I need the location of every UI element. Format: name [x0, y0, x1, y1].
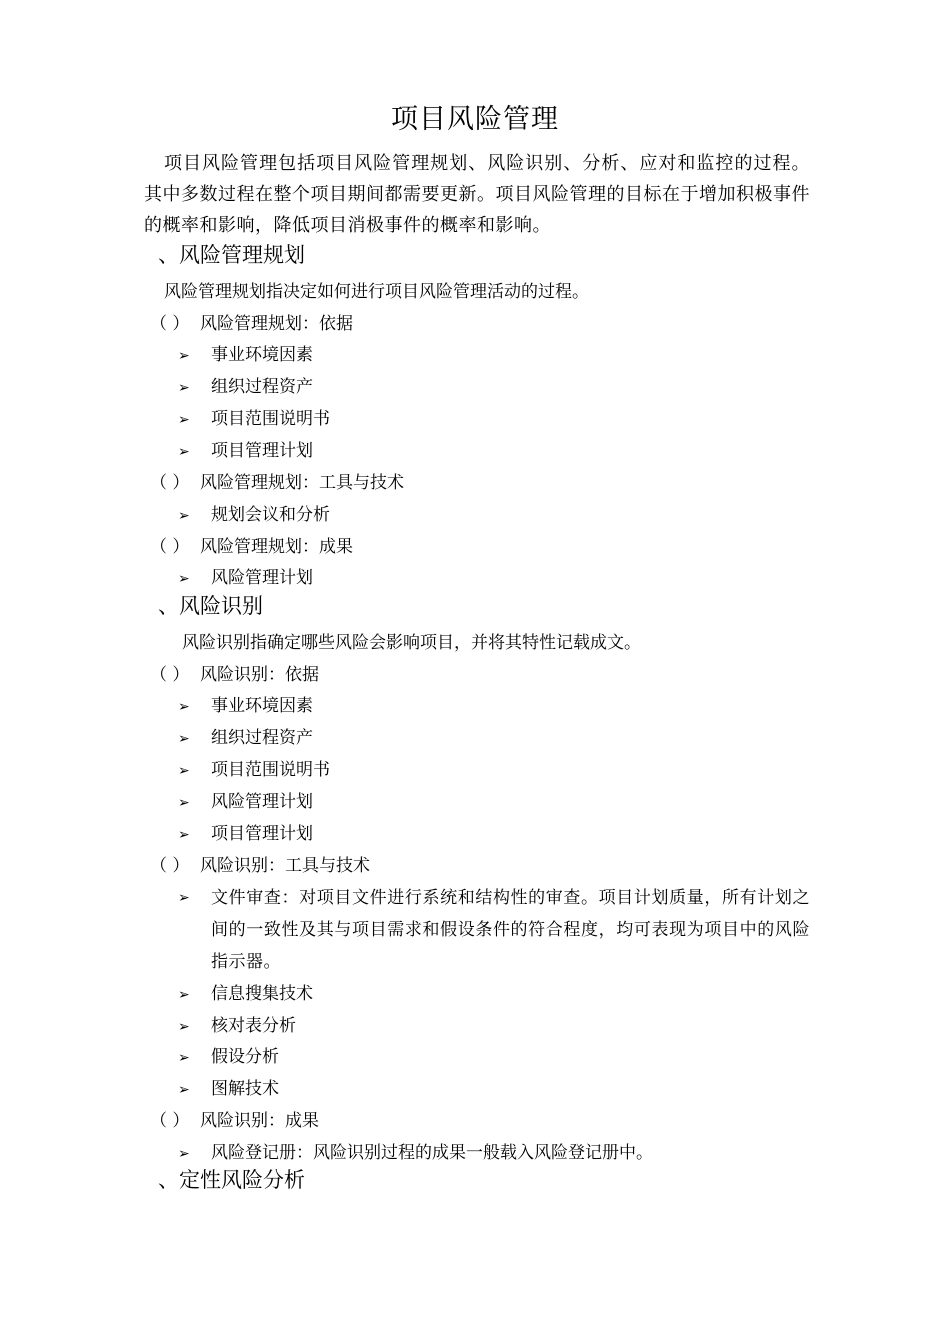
arrow-bullet-icon: ➢: [178, 890, 190, 906]
list-item: [178, 339, 313, 372]
subheading-label: 风险管理规划：工具与技术: [200, 473, 404, 493]
list-item-text: 风险管理计划: [211, 568, 313, 588]
subheading-planning-tools: [150, 467, 404, 499]
list-item-text: 项目范围说明书: [211, 760, 330, 780]
list-item-text: 风险管理计划: [211, 792, 313, 812]
subheading-label: 风险管理规划：依据: [200, 314, 353, 334]
list-item-text: 事业环境因素: [211, 696, 313, 716]
section-heading-qualitative-analysis: 、定性风险分析: [158, 1168, 305, 1192]
paren-marker: （ ）: [150, 473, 190, 493]
subheading-label: 风险识别：成果: [200, 1111, 319, 1131]
arrow-bullet-icon: ➢: [178, 699, 190, 715]
list-item: [178, 882, 810, 978]
paren-marker: （ ）: [150, 856, 190, 876]
list-item: [178, 786, 313, 819]
list-item-text: 项目管理计划: [211, 441, 313, 461]
list-item-text: 规划会议和分析: [211, 505, 330, 525]
paren-marker: （ ）: [150, 537, 190, 557]
arrow-bullet-icon: ➢: [178, 508, 190, 524]
list-item: [178, 371, 313, 404]
arrow-bullet-icon: ➢: [178, 1082, 190, 1098]
list-item-text: 风险登记册：风险识别过程的成果一般载入风险登记册中。: [211, 1143, 653, 1163]
subheading-planning-outputs: [150, 531, 353, 563]
list-item-text: 核对表分析: [211, 1016, 296, 1036]
arrow-bullet-icon: ➢: [178, 1019, 190, 1035]
section-description-risk-identification: 风险识别指确定哪些风险会影响项目，并将其特性记载成文。: [182, 633, 641, 653]
list-item-text: 组织过程资产: [211, 377, 313, 397]
list-item: [178, 499, 330, 532]
list-item-text: 事业环境因素: [211, 345, 313, 365]
paren-marker: （ ）: [150, 1111, 190, 1131]
arrow-bullet-icon: ➢: [178, 763, 190, 779]
list-item-text: 项目管理计划: [211, 824, 313, 844]
list-item: [178, 1073, 279, 1106]
arrow-bullet-icon: ➢: [178, 827, 190, 843]
arrow-bullet-icon: ➢: [178, 380, 190, 396]
subheading-identification-outputs: [150, 1105, 319, 1137]
list-item-text: 文件审查：对项目文件进行系统和结构性的审查。项目计划质量，所有计划之间的一致性及其与项目需求和假设条件的符合程度，均可表现为项目中的风险指示器。: [211, 888, 810, 972]
subheading-label: 风险识别：依据: [200, 665, 319, 685]
section-description-risk-planning: 风险管理规划指决定如何进行项目风险管理活动的过程。: [164, 282, 589, 302]
intro-paragraph: 项目风险管理包括项目风险管理规划、风险识别、分析、应对和监控的过程。其中多数过程在整个项目期间都需要更新。项目风险管理的目标在于增加积极事件的概率和影响，降低项目消极事件的概率和影响。: [144, 153, 810, 236]
section-heading-risk-planning: 、风险管理规划: [158, 243, 305, 267]
list-item-text: 假设分析: [211, 1047, 279, 1067]
list-item: [178, 722, 313, 755]
list-item: [178, 754, 330, 787]
arrow-bullet-icon: ➢: [178, 795, 190, 811]
document-title: 项目风险管理: [391, 104, 559, 135]
arrow-bullet-icon: ➢: [178, 987, 190, 1003]
paren-marker: （ ）: [150, 314, 190, 334]
arrow-bullet-icon: ➢: [178, 412, 190, 428]
arrow-bullet-icon: ➢: [178, 1050, 190, 1066]
list-item: [178, 403, 330, 436]
arrow-bullet-icon: ➢: [178, 348, 190, 364]
list-item-text: 图解技术: [211, 1079, 279, 1099]
arrow-bullet-icon: ➢: [178, 1146, 190, 1162]
subheading-planning-inputs: [150, 308, 353, 340]
arrow-bullet-icon: ➢: [178, 571, 190, 587]
subheading-identification-tools: [150, 850, 370, 882]
subheading-label: 风险管理规划：成果: [200, 537, 353, 557]
list-item: [178, 1041, 279, 1074]
arrow-bullet-icon: ➢: [178, 731, 190, 747]
list-item-text: 项目范围说明书: [211, 409, 330, 429]
list-item: [178, 690, 313, 723]
list-item: [178, 978, 313, 1011]
list-item: [178, 435, 313, 468]
subheading-identification-inputs: [150, 659, 319, 691]
list-item-text: 信息搜集技术: [211, 984, 313, 1004]
list-item: [178, 818, 313, 851]
list-item: [178, 1010, 296, 1043]
list-item-text: 组织过程资产: [211, 728, 313, 748]
section-heading-risk-identification: 、风险识别: [158, 594, 263, 618]
arrow-bullet-icon: ➢: [178, 444, 190, 460]
subheading-label: 风险识别：工具与技术: [200, 856, 370, 876]
paren-marker: （ ）: [150, 665, 190, 685]
